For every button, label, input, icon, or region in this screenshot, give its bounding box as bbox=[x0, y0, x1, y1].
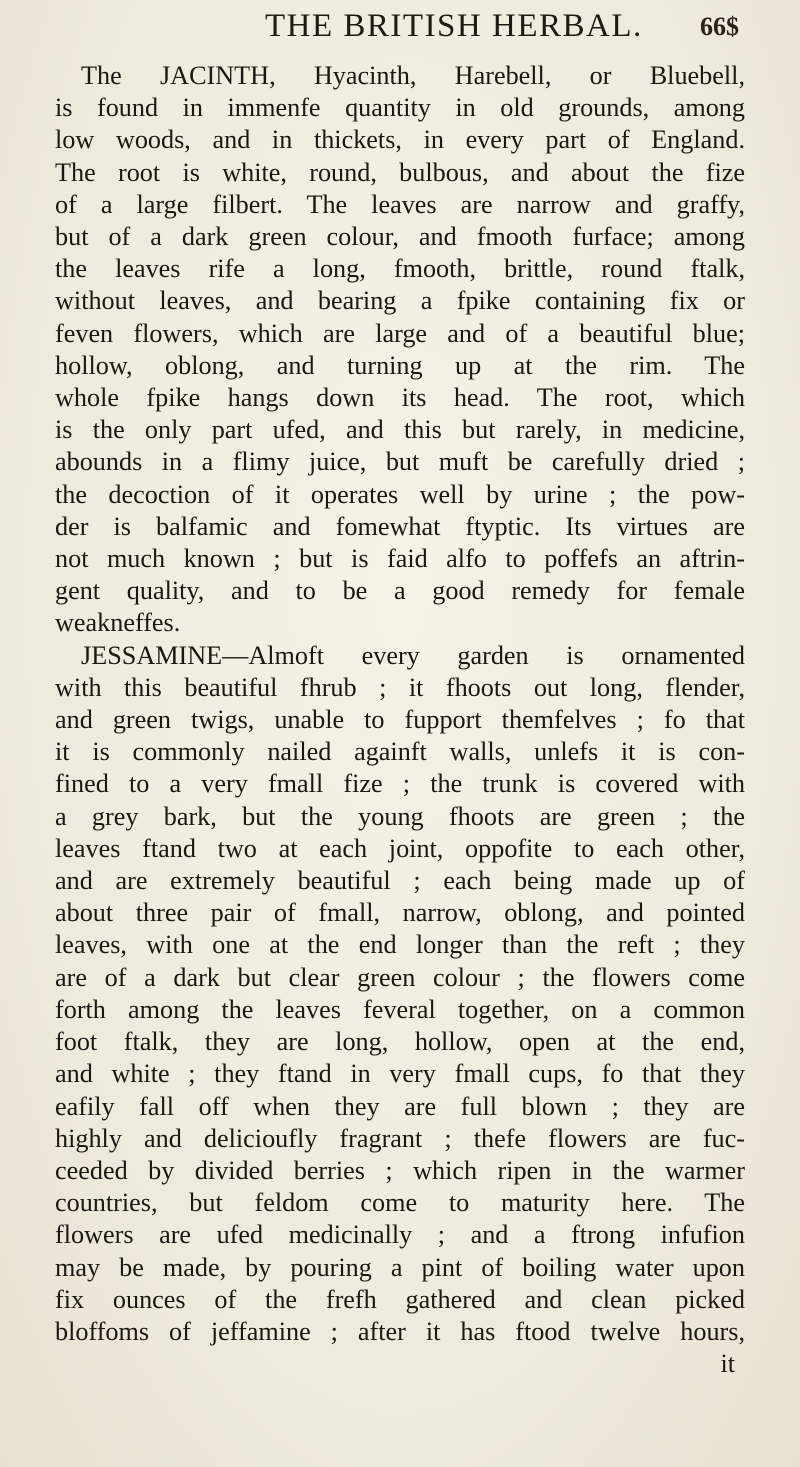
text-line: it is commonly nailed againft walls, unlefs it is con- bbox=[55, 737, 745, 767]
running-title: THE BRITISH HERBAL. bbox=[265, 8, 643, 44]
text-line: forth among the leaves feveral together, on a common bbox=[55, 994, 745, 1024]
text-line: without leaves, and bearing a fpike containing fix or bbox=[55, 286, 745, 316]
text-line: The root is white, round, bulbous, and about the fize bbox=[55, 157, 745, 187]
text-line: is the only part ufed, and this but rarely, in medicine, bbox=[55, 415, 745, 445]
text-line: bloffoms of jeffamine ; after it has ftood twelve hours, bbox=[55, 1316, 745, 1346]
text-line: and green twigs, unable to fupport themfelves ; fo that bbox=[55, 705, 745, 735]
text-line: fix ounces of the frefh gathered and clean picked bbox=[55, 1284, 745, 1314]
text-line: but of a dark green colour, and fmooth furface; among bbox=[55, 222, 745, 252]
page-number: 66$ bbox=[700, 12, 739, 41]
text-line: of a large filbert. The leaves are narrow and graffy, bbox=[55, 189, 745, 219]
text-line: der is balfamic and fomewhat ftyptic. Its virtues are bbox=[55, 511, 745, 541]
text-line: the leaves rife a long, fmooth, brittle, round ftalk, bbox=[55, 254, 745, 284]
text-line: leaves ftand two at each joint, oppofite to each other, bbox=[55, 833, 745, 863]
text-line: gent quality, and to be a good remedy for female bbox=[55, 576, 745, 606]
catchword: it bbox=[720, 1349, 735, 1379]
paragraph-jacinth bbox=[55, 60, 745, 640]
text-line: fined to a very fmall fize ; the trunk is covered with bbox=[55, 769, 745, 799]
text-line: The JACINTH, Hyacinth, Harebell, or Bluebell, bbox=[81, 61, 745, 90]
text-line: flowers are ufed medicinally ; and a ftrong infufion bbox=[55, 1220, 745, 1250]
text-line: the decoction of it operates well by urine ; the pow- bbox=[55, 479, 745, 509]
text-line: weakneffes. bbox=[55, 608, 181, 638]
text-line: low woods, and in thickets, in every part of England. bbox=[55, 125, 745, 155]
body-text bbox=[55, 60, 745, 1380]
text-line: not much known ; but is faid alfo to poffefs an aftrin- bbox=[55, 544, 745, 574]
text-line: abounds in a flimy juice, but muft be carefully dried ; bbox=[55, 447, 745, 477]
text-line: is found in immenfe quantity in old grounds, among bbox=[55, 93, 745, 123]
text-line: about three pair of fmall, narrow, oblong, and pointed bbox=[55, 898, 745, 928]
text-line: and white ; they ftand in very fmall cups, fo that they bbox=[55, 1059, 745, 1089]
text-line: JESSAMINE—Almoft every garden is ornamented bbox=[81, 640, 745, 670]
text-line: leaves, with one at the end longer than the reft ; they bbox=[55, 930, 745, 960]
text-line: with this beautiful fhrub ; it fhoots out long, flender, bbox=[55, 672, 745, 702]
text-line: feven flowers, which are large and of a beautiful blue; bbox=[55, 318, 745, 348]
paragraph-jessamine bbox=[55, 640, 745, 1348]
text-line: a grey bark, but the young fhoots are green ; the bbox=[55, 801, 745, 831]
text-line: foot ftalk, they are long, hollow, open at the end, bbox=[55, 1027, 745, 1057]
text-line: are of a dark but clear green colour ; the flowers come bbox=[55, 962, 745, 992]
text-line: may be made, by pouring a pint of boiling water upon bbox=[55, 1252, 745, 1282]
text-line: ceeded by divided berries ; which ripen in the warmer bbox=[55, 1155, 745, 1185]
text-line: whole fpike hangs down its head. The root, which bbox=[55, 383, 745, 413]
text-line: highly and delicioufly fragrant ; thefe flowers are fuc- bbox=[55, 1123, 745, 1153]
text-line: hollow, oblong, and turning up at the rim. The bbox=[55, 350, 745, 380]
text-line: eafily fall off when they are full blown ; they are bbox=[55, 1091, 745, 1121]
text-line: countries, but feldom come to maturity here. The bbox=[55, 1188, 745, 1218]
running-head bbox=[0, 6, 800, 54]
text-line: and are extremely beautiful ; each being made up of bbox=[55, 866, 745, 896]
